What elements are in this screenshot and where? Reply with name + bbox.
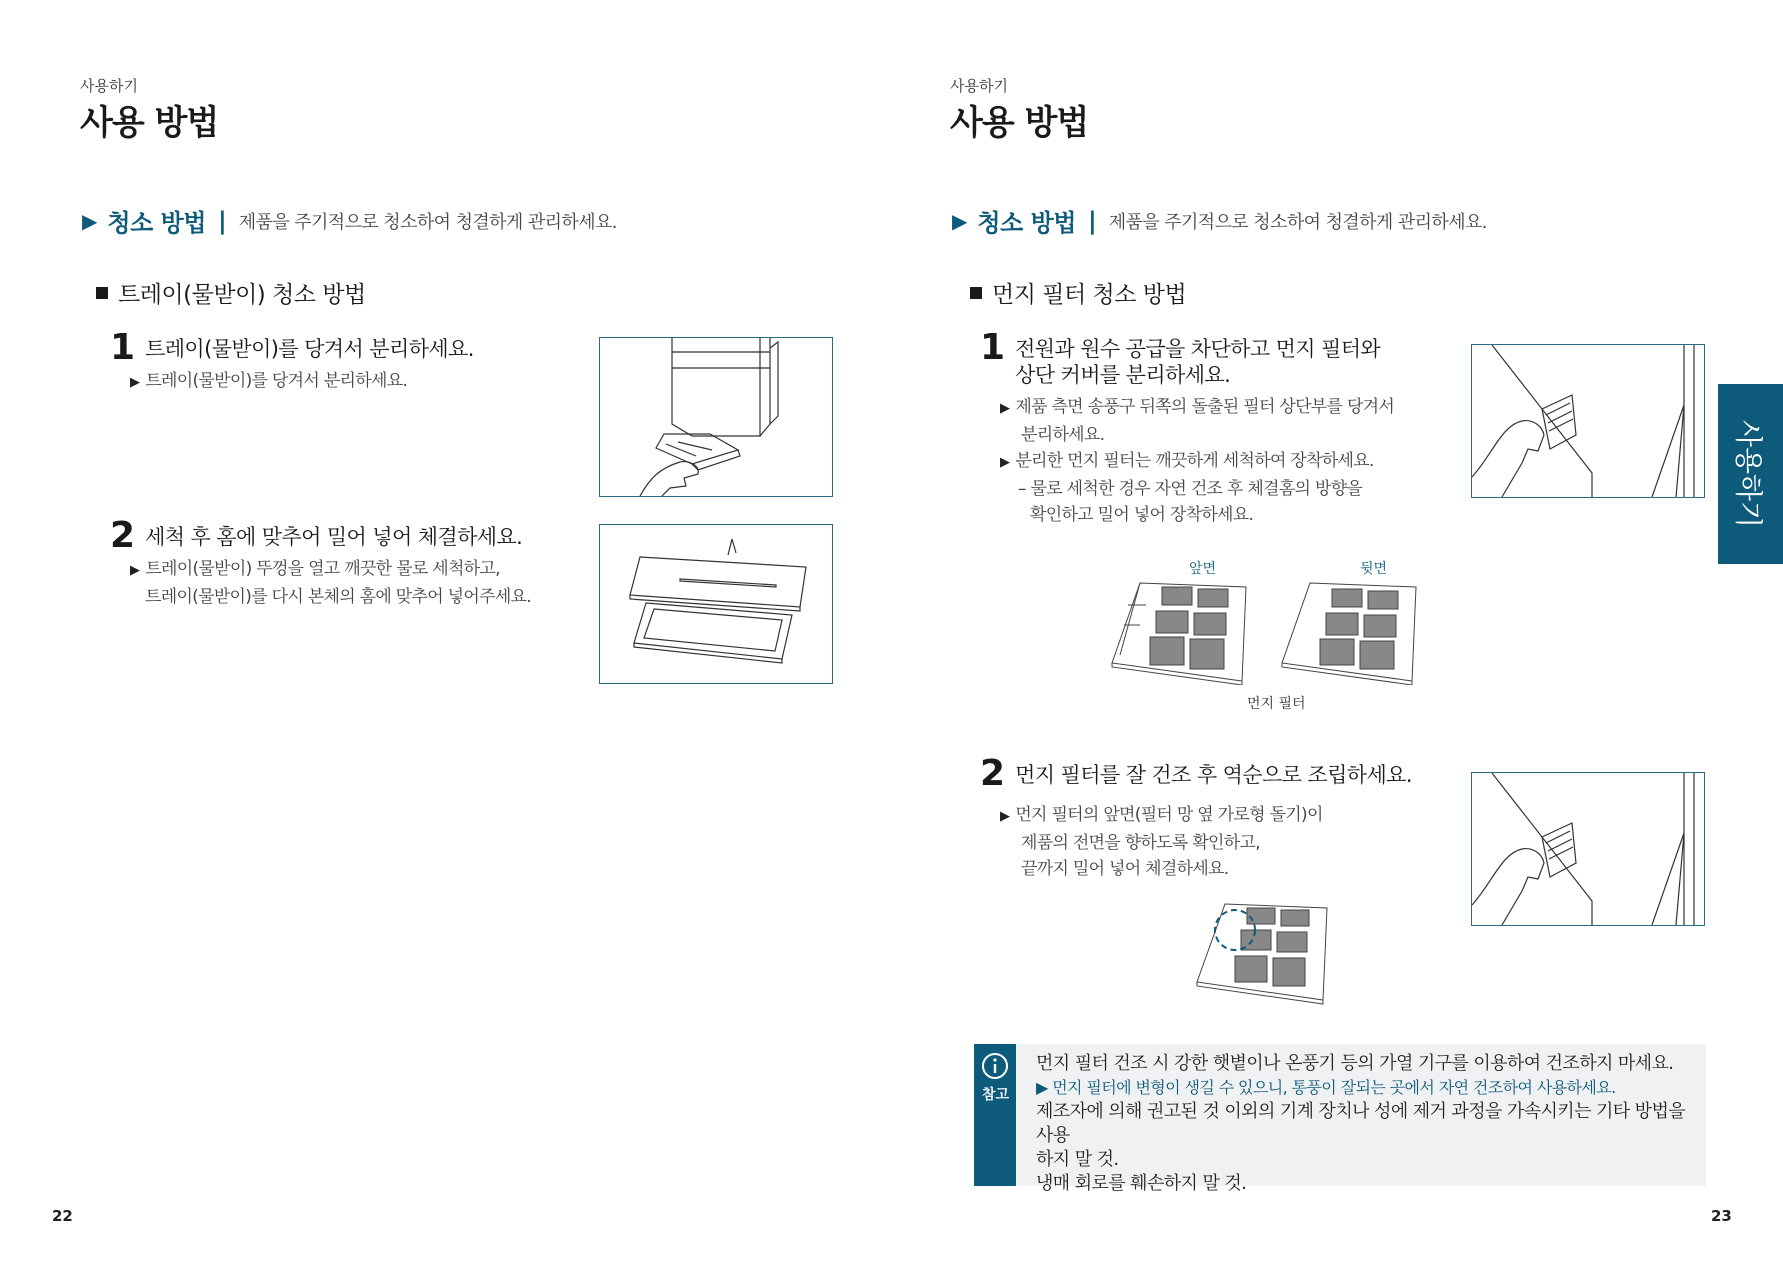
left-step-2-note: ▶ 트레이(물받이) 뚜껑을 열고 깨끗한 물로 세척하고, 트레이(물받이)를 다시 본체의 홈에 맞추어 넣어주세요. <box>130 559 531 607</box>
filter-front-label: 앞면 <box>1189 561 1217 577</box>
step-text: 전원과 원수 공급을 차단하고 먼지 필터와 상단 커버를 분리하세요. <box>1015 337 1381 387</box>
note-label-panel <box>974 1044 1016 1186</box>
left-category: 사용하기 <box>80 77 138 95</box>
right-subsection: 먼지 필터 청소 방법 <box>970 276 1186 309</box>
right-step-2 <box>980 753 1412 794</box>
right-category: 사용하기 <box>950 77 1008 95</box>
step-number: 1 <box>980 327 1006 368</box>
left-page-title: 사용 방법 <box>80 103 219 143</box>
step-text: 트레이(물받이)를 당겨서 분리하세요. <box>145 337 474 361</box>
filter-remove-illustration <box>1471 344 1705 498</box>
section-title: 청소 방법 <box>977 209 1076 237</box>
tray-pull-illustration <box>599 337 833 497</box>
section-desc: 제품을 주기적으로 청소하여 청결하게 관리하세요. <box>1108 211 1487 233</box>
right-step-1-notes: ▶ 제품 측면 송풍구 뒤쪽의 돌출된 필터 상단부를 당겨서 분리하세요. ▶ 분리한 먼지 필터는 깨끗하게 세척하여 장착하세요. – 물로 세척한 경우 자연 건조 후 체결홈의 방향을 확인하고 밀어 넣어 장착하세요. <box>1000 397 1395 525</box>
left-subsection: 트레이(물받이) 청소 방법 <box>96 276 366 309</box>
step-number: 2 <box>980 753 1006 794</box>
filter-back-illustration <box>1280 575 1425 685</box>
step-text: 세척 후 홈에 맞추어 밀어 넣어 체결하세요. <box>145 525 523 549</box>
note-lines: 먼지 필터 건조 시 강한 햇볕이나 온풍기 등의 가열 기구를 이용하여 건조하지 마세요. ▶ 먼지 필터에 변형이 생길 수 있으니, 통풍이 잘되는 곳에서 자연 건조하여 사용하세요. 제조자에 의해 권고된 것 이외의 기계 장치나 성에 제거 과정을 가속시키는 기타 방법을 사용 하지 말 것. 냉매 회로를 훼손하지 말 것. <box>1036 1053 1686 1194</box>
divider: | <box>1087 206 1097 235</box>
left-step-1-note: ▶ 트레이(물받이)를 당겨서 분리하세요. <box>130 371 408 391</box>
step-number: 1 <box>110 327 136 368</box>
triangle-bullet-icon: ▶ <box>82 208 98 233</box>
triangle-bullet-icon: ▶ <box>952 208 968 233</box>
section-desc: 제품을 주기적으로 청소하여 청결하게 관리하세요. <box>238 211 617 233</box>
right-step-1 <box>980 327 1381 388</box>
filter-front-illustration <box>1110 575 1255 685</box>
filter-caption: 먼지 필터 <box>1247 696 1306 712</box>
square-bullet-icon <box>96 287 108 299</box>
tray-wash-illustration <box>599 524 833 684</box>
left-step-2 <box>110 515 523 556</box>
right-page-title: 사용 방법 <box>950 103 1089 143</box>
step-text: 먼지 필터를 잘 건조 후 역순으로 조립하세요. <box>1015 763 1412 787</box>
step-number: 2 <box>110 515 136 556</box>
info-icon <box>981 1052 1009 1080</box>
note-box <box>974 1044 1706 1194</box>
left-page-number: 22 <box>52 1207 73 1225</box>
filter-install-illustration <box>1471 772 1705 926</box>
square-bullet-icon <box>970 287 982 299</box>
right-step-2-notes: ▶ 먼지 필터의 앞면(필터 망 옆 가로형 돌기)이 제품의 전면을 향하도록 확인하고, 끝까지 밀어 넣어 체결하세요. <box>1000 805 1323 879</box>
section-title: 청소 방법 <box>107 209 206 237</box>
right-section-header <box>952 203 1487 238</box>
left-step-1 <box>110 327 474 368</box>
divider: | <box>217 206 227 235</box>
side-tab: 사용하기 <box>1718 384 1783 564</box>
filter-back-label: 뒷면 <box>1360 561 1388 577</box>
right-page-number: 23 <box>1711 1207 1732 1225</box>
filter-orientation-illustration <box>1195 900 1330 1005</box>
note-label: 참고 <box>982 1087 1010 1103</box>
left-section-header <box>82 203 617 238</box>
